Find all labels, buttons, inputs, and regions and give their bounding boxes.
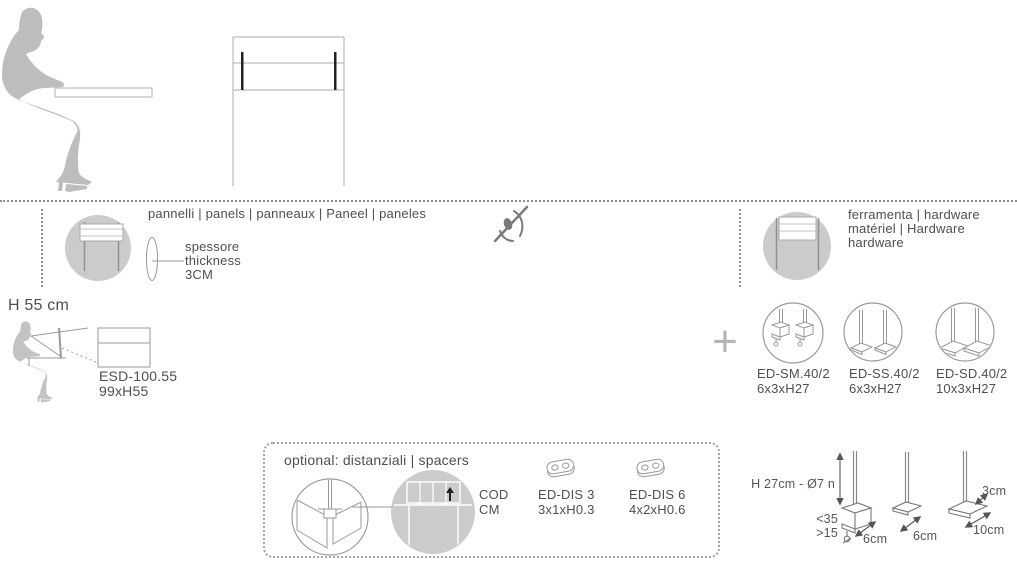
sight-cone-drawing xyxy=(27,328,96,366)
top-divider xyxy=(0,200,1017,202)
mount-bar-left xyxy=(241,52,244,90)
small-base-pole-figure xyxy=(893,452,921,531)
hardware-section-divider xyxy=(739,209,741,287)
hardware-item-code: ED-SD.40/2 xyxy=(936,366,1008,381)
hardware-item-size: 6x3xH27 xyxy=(849,381,902,396)
panels-title: pannelli | panels | panneaux | Paneel | paneles xyxy=(148,206,427,221)
hardware-title-line1: ferramenta | hardware xyxy=(848,207,980,222)
mount-bar-right xyxy=(334,52,337,90)
clamp-pole-figure xyxy=(840,451,875,543)
hardware-title-line2: matériel | Hardware xyxy=(848,221,965,236)
hardware-circle-icon xyxy=(763,212,831,280)
hardware-item-code: ED-SS.40/2 xyxy=(849,366,920,381)
hardware-title-line3: hardware xyxy=(848,235,904,250)
desk-top-drawing xyxy=(55,88,152,97)
product-size: 99xH55 xyxy=(99,383,149,399)
plus-sign: + xyxy=(712,317,738,366)
spacers-header-cod: COD xyxy=(479,487,509,502)
thickness-label-en: thickness xyxy=(185,253,241,268)
hardware-item-size: 10x3xH27 xyxy=(936,381,997,396)
clamp-max-label: <35 xyxy=(816,512,838,526)
hardware-item-size: 6x3xH27 xyxy=(757,381,810,396)
panel-front-small xyxy=(98,328,150,367)
small-foot-hardware-icon xyxy=(844,303,902,361)
no-noise-icon xyxy=(495,207,527,241)
panel-front-elevation xyxy=(233,37,344,186)
spacer-item-code: ED-DIS 6 xyxy=(629,487,686,502)
spacers-title: optional: distanziali | spacers xyxy=(284,452,469,468)
seated-person-silhouette xyxy=(2,8,92,192)
clamp-min-label: >15 xyxy=(816,526,838,540)
pole-height-note: H 27cm - Ø7 n xyxy=(751,477,835,491)
spacer-item-code: ED-DIS 3 xyxy=(538,487,595,502)
thickness-value: 3CM xyxy=(185,267,214,282)
clamp-depth-label: 6cm xyxy=(863,532,888,546)
spacer-item-size: 3x1xH0.3 xyxy=(538,502,595,517)
hardware-item-code: ED-SM.40/2 xyxy=(757,366,830,381)
large-foot-hardware-icon xyxy=(936,303,994,361)
large-base-depth-label: 10cm xyxy=(973,523,1005,537)
large-base-width-label: 3cm xyxy=(982,484,1007,498)
spacer-item-size: 4x2xH0.6 xyxy=(629,502,686,517)
product-height-label: H 55 cm xyxy=(8,297,69,314)
product-code: ESD-100.55 xyxy=(99,368,178,384)
spacers-header-cm: CM xyxy=(479,502,500,517)
clamp-hardware-icon xyxy=(763,303,823,363)
panels-section-divider xyxy=(41,209,43,287)
small-base-depth-label: 6cm xyxy=(913,529,938,543)
thickness-label-it: spessore xyxy=(185,239,240,254)
panel-circle-icon xyxy=(65,215,131,281)
thickness-callout xyxy=(147,238,185,281)
